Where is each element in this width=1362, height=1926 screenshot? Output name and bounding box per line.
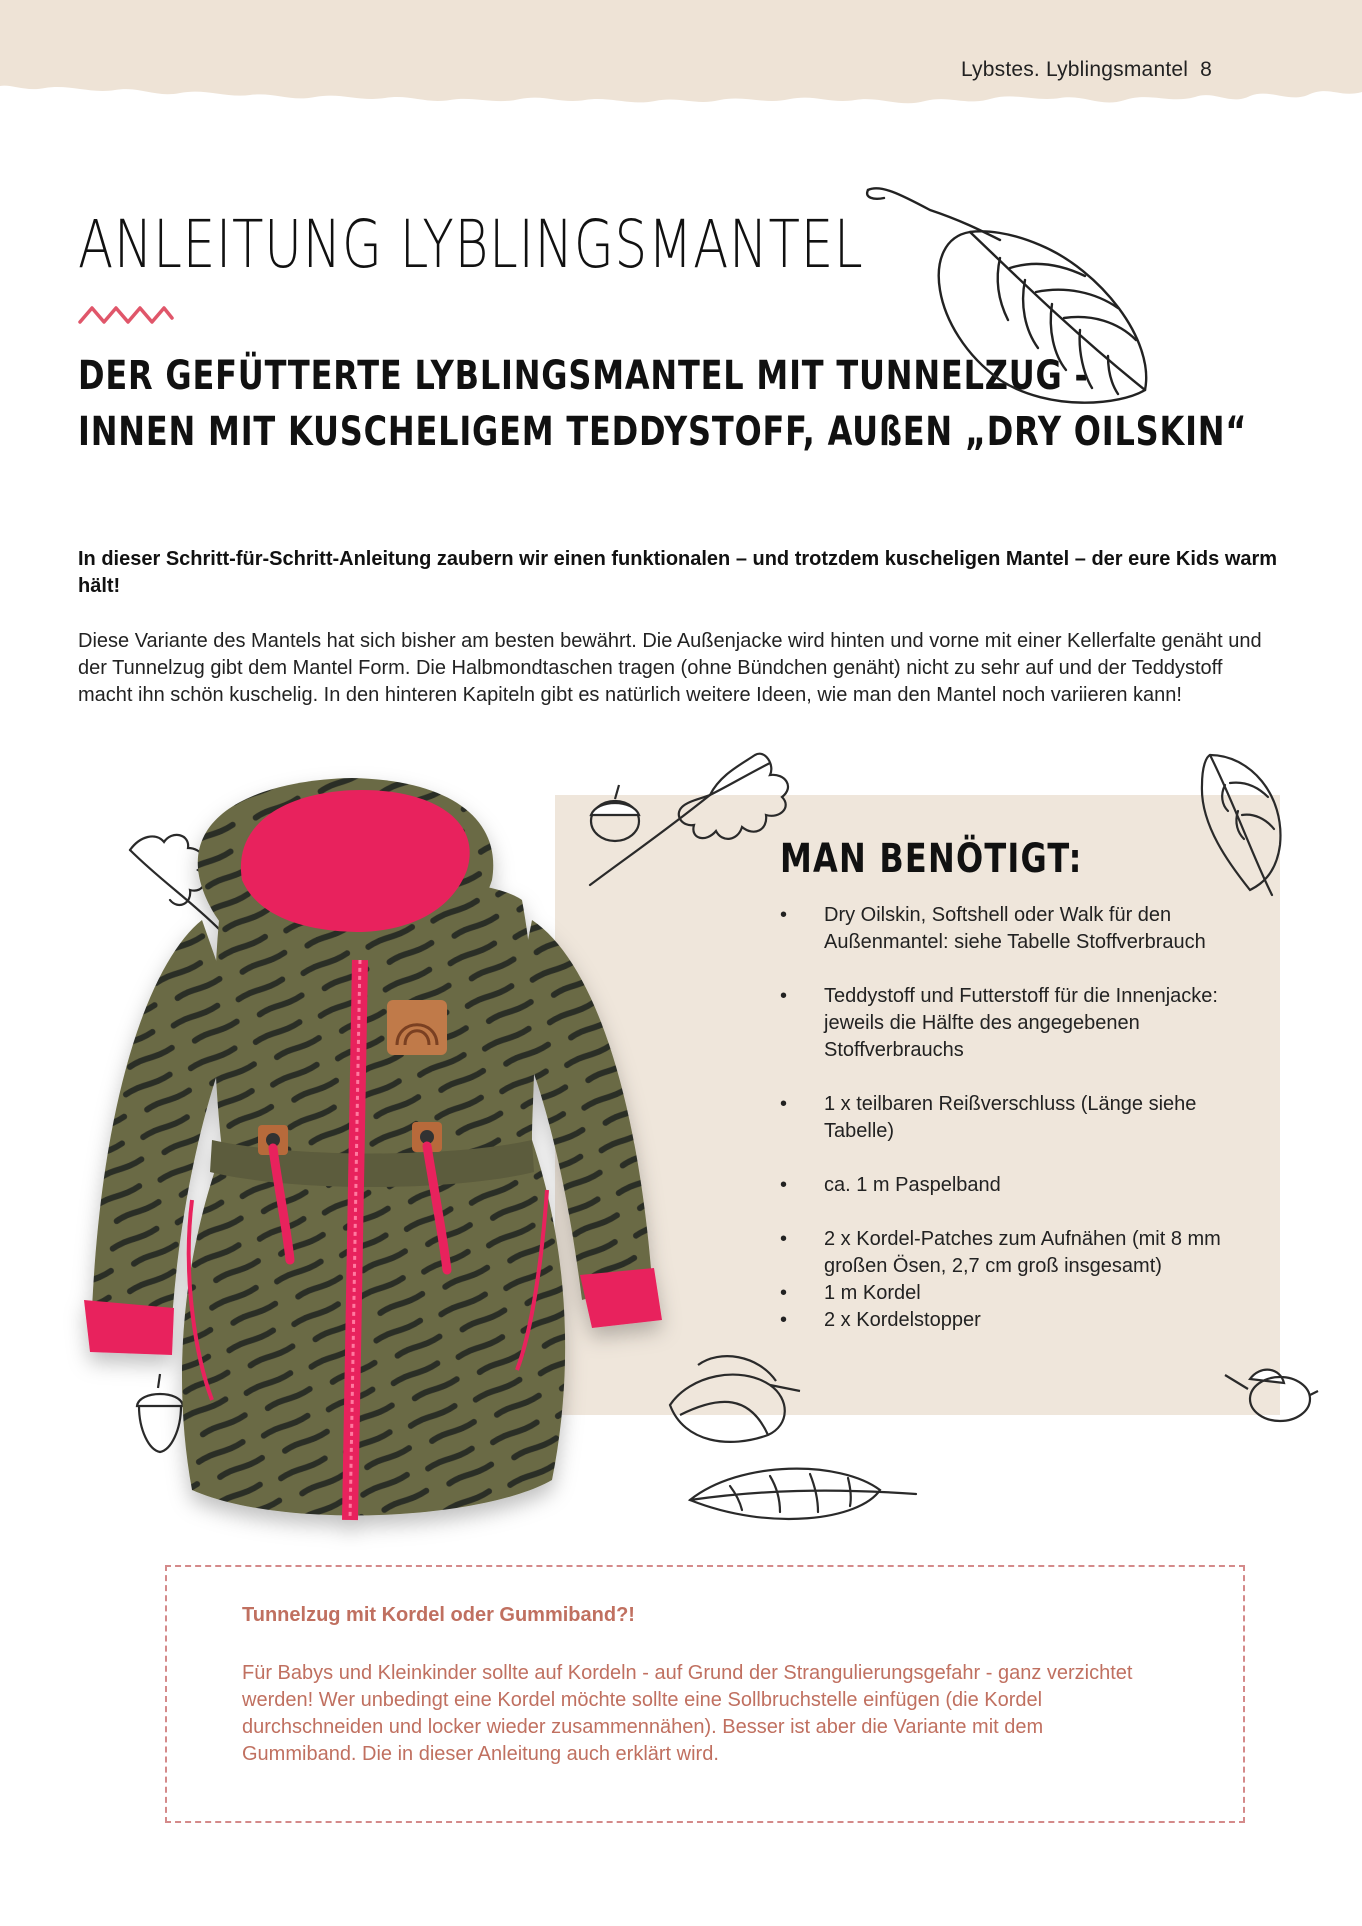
list-item: • Teddystoff und Futterstoff für die Innenjacke: jeweils die Hälfte des angegebenen Stoffverbrauchs (780, 983, 1260, 1064)
running-header (961, 58, 1212, 82)
leaf-illustration-icon (860, 180, 1160, 420)
list-item: • 2 x Kordelstopper (780, 1307, 1260, 1334)
body-paragraph: Diese Variante des Mantels hat sich bisher am besten bewährt. Die Außenjacke wird hinten und vorne mit einer Kellerfalte genäht und der Tunnelzug gibt dem Mantel Form. Die Halbmondtaschen tragen (ohne Bündchen genäht) nicht zu sehr auf und der Teddystoff macht ihn schön kuschelig. In den hinteren Kapiteln gibt es natürlich weitere Ideen, wie man den Mantel noch variieren kann! (78, 630, 1262, 706)
materials-heading: MAN BENÖTIGT: (780, 836, 1083, 882)
note-title: Tunnelzug mit Kordel oder Gummiband?! (242, 1604, 635, 1626)
list-item: • 1 m Kordel (780, 1280, 1260, 1307)
intro-paragraph: In dieser Schritt-für-Schritt-Anleitung zaubern wir einen funktionalen – und trotzdem kuscheligen Mantel – der eure Kids warm hält! (78, 548, 1278, 597)
list-item: • Dry Oilskin, Softshell oder Walk für den Außenmantel: siehe Tabelle Stoffverbrauch (780, 902, 1260, 956)
running-title: Lybstes. Lyblingsmantel (960, 58, 1189, 81)
note-text: Für Babys und Kleinkinder sollte auf Kordeln - auf Grund der Strangulierungsgefahr - ganz verzichtet werden! Wer unbedingt eine Kordel möchte sollte eine Sollbruchstelle einfügen (die Kordel durchschneiden und locker wieder zusammennähen). Besser ist aber die Variante mit dem Gummiband. Die in dieser Anleitung auch erklärt wird. (242, 1662, 1133, 1765)
subtitle-line-2: INNEN MIT KUSCHELIGEM TEDDYSTOFF, AUßEN „DRY OILSKIN“ (78, 409, 1248, 455)
subtitle-line-1: DER GEFÜTTERTE LYBLINGSMANTEL MIT TUNNELZUG - (78, 353, 1089, 399)
page-title: ANLEITUNG LYBLINGSMANTEL (78, 206, 864, 283)
materials-list (780, 902, 1260, 1334)
page-number: 8 (1200, 58, 1212, 81)
coat-photo-icon (62, 760, 772, 1550)
list-item: • 1 x teilbaren Reißverschluss (Länge siehe Tabelle) (780, 1091, 1260, 1145)
list-item: • ca. 1 m Paspelband (780, 1172, 1260, 1199)
acorn-right-illustration-icon (1220, 1355, 1320, 1435)
zigzag-divider-icon (78, 302, 174, 326)
list-item: • 2 x Kordel-Patches zum Aufnähen (mit 8 mm großen Ösen, 2,7 cm groß insgesamt) (780, 1226, 1260, 1280)
leaf-small-illustration-icon (1190, 745, 1300, 905)
